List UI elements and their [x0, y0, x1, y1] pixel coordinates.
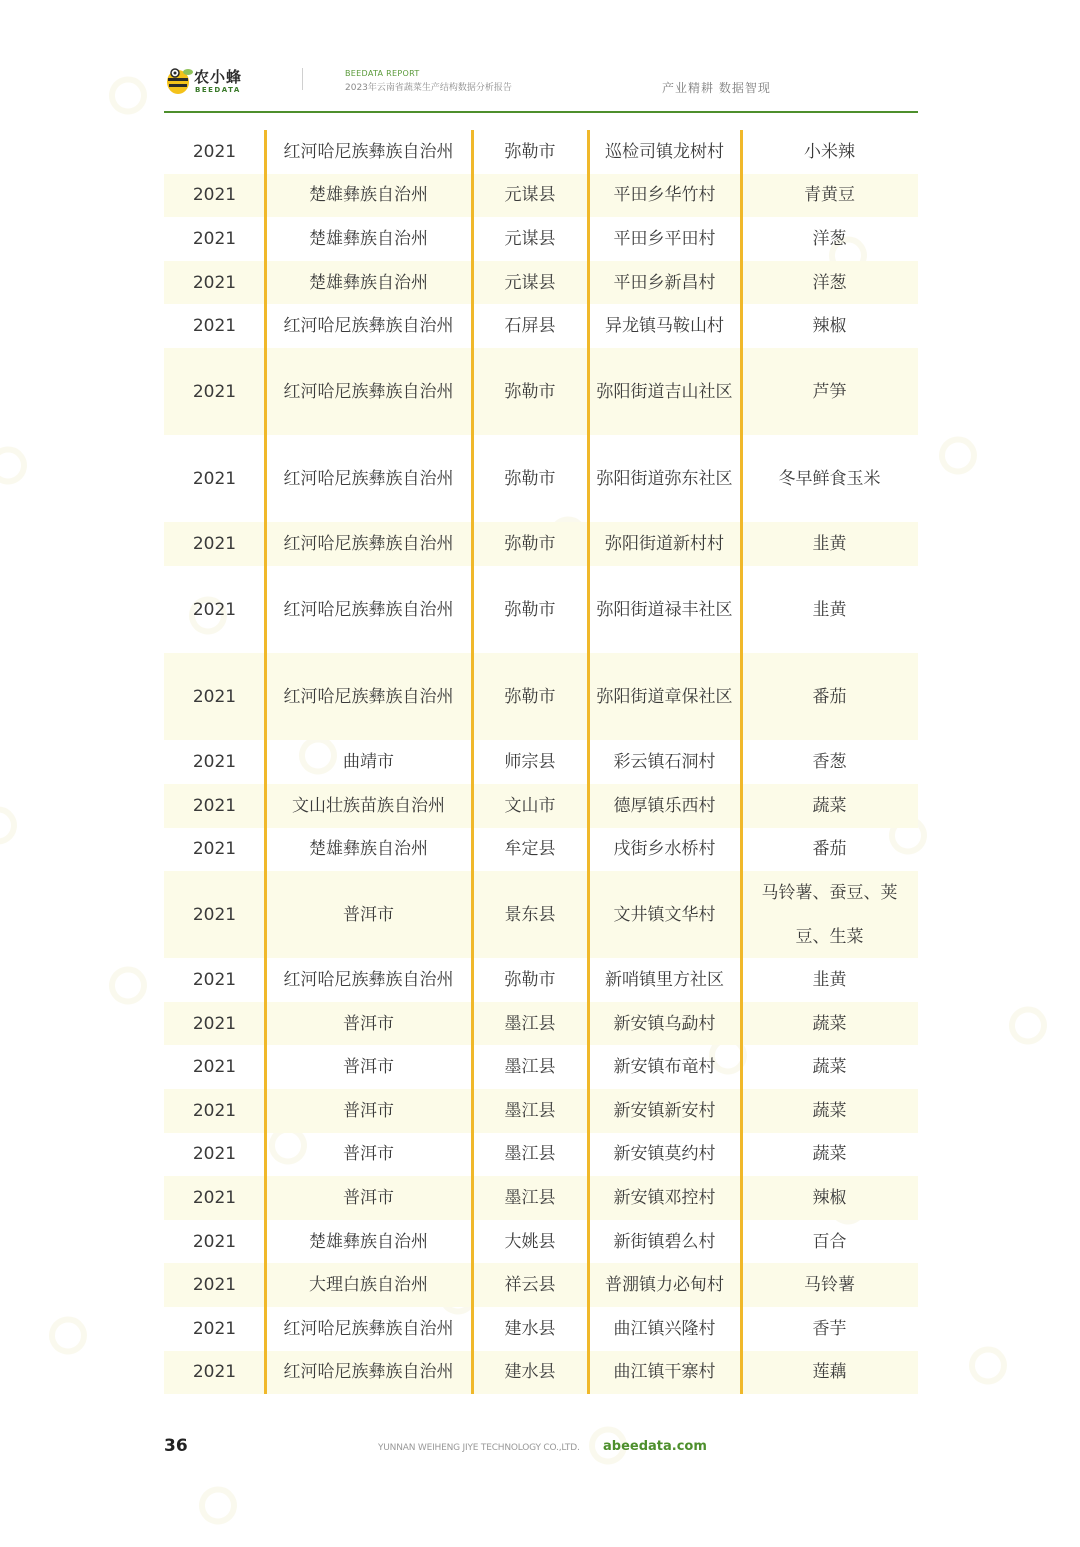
cell-year: 2021	[192, 381, 237, 402]
table-row	[164, 1351, 918, 1395]
table-row	[164, 174, 918, 218]
report-title: 2023年云南省蔬菜生产结构数据分析报告	[345, 83, 512, 93]
cell-prefecture: 楚雄彝族自治州	[309, 185, 428, 206]
cell-crop: 冬早鲜食玉米	[778, 468, 881, 489]
footer-url: abeedata.com	[603, 1439, 707, 1454]
cell-crop: 韭黄	[812, 534, 847, 555]
table-row	[164, 304, 918, 348]
table-row	[164, 348, 918, 435]
cell-village: 文井镇文华村	[613, 904, 716, 925]
table-row	[164, 1045, 918, 1089]
cell-village: 新街镇碧么村	[613, 1231, 716, 1252]
cell-crop: 香芋	[812, 1318, 847, 1339]
cell-year: 2021	[192, 316, 237, 337]
bee-icon	[164, 64, 194, 96]
cell-village: 平田乡平田村	[613, 228, 716, 249]
table-row	[164, 130, 918, 174]
table-row	[164, 871, 918, 958]
cell-year: 2021	[192, 141, 237, 162]
brand-logo	[164, 64, 254, 100]
cell-crop: 芦笋	[812, 381, 847, 402]
cell-year: 2021	[192, 839, 237, 860]
cell-year: 2021	[192, 1057, 237, 1078]
watermark-logo	[923, 353, 1080, 496]
cell-county: 弥勒市	[504, 381, 556, 402]
cell-county: 元谋县	[504, 185, 556, 206]
table-row	[164, 828, 918, 872]
cell-village: 异龙镇马鞍山村	[605, 316, 724, 337]
cell-county: 弥勒市	[504, 599, 556, 620]
cell-village: 新哨镇里方社区	[605, 970, 724, 991]
cell-village: 新安镇乌勐村	[613, 1013, 716, 1034]
cell-year: 2021	[192, 1144, 237, 1165]
cell-crop: 蔬菜	[812, 1100, 847, 1121]
cell-prefecture: 普洱市	[343, 1013, 394, 1034]
cell-county: 墨江县	[504, 1144, 556, 1165]
cell-year: 2021	[192, 1188, 237, 1209]
cell-year: 2021	[192, 1231, 237, 1252]
cell-village: 弥阳街道弥东社区	[596, 468, 733, 489]
cell-county: 弥勒市	[504, 970, 556, 991]
watermark-logo	[183, 1403, 346, 1546]
table-row	[164, 435, 918, 522]
cell-prefecture: 楚雄彝族自治州	[309, 839, 428, 860]
cell-prefecture: 文山壮族苗族自治州	[292, 795, 445, 816]
cell-prefecture: 普洱市	[343, 1057, 394, 1078]
data-table	[164, 130, 918, 1394]
cell-year: 2021	[192, 468, 237, 489]
cell-county: 墨江县	[504, 1013, 556, 1034]
cell-county: 建水县	[504, 1318, 556, 1339]
cell-county: 弥勒市	[504, 534, 556, 555]
header-rule	[164, 111, 918, 113]
cell-year: 2021	[192, 970, 237, 991]
cell-county: 建水县	[504, 1362, 556, 1383]
cell-prefecture: 楚雄彝族自治州	[309, 272, 428, 293]
cell-prefecture: 普洱市	[343, 1188, 394, 1209]
cell-prefecture: 楚雄彝族自治州	[309, 1231, 428, 1252]
cell-village: 弥阳街道禄丰社区	[596, 599, 733, 620]
cell-crop: 马铃薯、蚕豆、荚豆、生菜	[761, 882, 898, 947]
cell-village: 平田乡新昌村	[613, 272, 716, 293]
cell-village: 德厚镇乐西村	[613, 795, 716, 816]
cell-prefecture: 红河哈尼族彝族自治州	[283, 381, 454, 402]
header-divider	[302, 68, 303, 90]
cell-county: 祥云县	[504, 1275, 556, 1296]
cell-county: 牟定县	[504, 839, 556, 860]
cell-crop: 蔬菜	[812, 1144, 847, 1165]
cell-village: 巡检司镇龙树村	[605, 141, 724, 162]
table-row	[164, 1263, 918, 1307]
cell-year: 2021	[192, 599, 237, 620]
cell-county: 弥勒市	[504, 468, 556, 489]
cell-crop: 番茄	[812, 839, 847, 860]
cell-crop: 韭黄	[812, 599, 847, 620]
table-row	[164, 1307, 918, 1351]
cell-prefecture: 普洱市	[343, 904, 394, 925]
table-row	[164, 1133, 918, 1177]
cell-village: 平田乡华竹村	[613, 185, 716, 206]
cell-crop: 青黄豆	[804, 185, 855, 206]
cell-crop: 洋葱	[812, 272, 847, 293]
cell-village: 新安镇新安村	[613, 1100, 716, 1121]
cell-village: 弥阳街道新村村	[605, 534, 724, 555]
cell-village: 新安镇邓控村	[613, 1188, 716, 1209]
cell-prefecture: 普洱市	[343, 1144, 394, 1165]
column-rule	[587, 130, 590, 1394]
cell-prefecture: 普洱市	[343, 1100, 394, 1121]
cell-prefecture: 红河哈尼族彝族自治州	[283, 316, 454, 337]
cell-crop: 蔬菜	[812, 795, 847, 816]
cell-village: 新安镇布竜村	[613, 1057, 716, 1078]
cell-prefecture: 曲靖市	[343, 752, 394, 773]
report-label-en: BEEDATA REPORT	[345, 69, 420, 78]
brand-name-cn: 农小蜂	[194, 68, 243, 86]
cell-year: 2021	[192, 1275, 237, 1296]
cell-prefecture: 红河哈尼族彝族自治州	[283, 141, 454, 162]
cell-county: 墨江县	[504, 1100, 556, 1121]
cell-prefecture: 楚雄彝族自治州	[309, 228, 428, 249]
table-row	[164, 958, 918, 1002]
table-row	[164, 566, 918, 653]
cell-prefecture: 红河哈尼族彝族自治州	[283, 534, 454, 555]
table-row	[164, 217, 918, 261]
cell-prefecture: 红河哈尼族彝族自治州	[283, 686, 454, 707]
cell-crop: 蔬菜	[812, 1057, 847, 1078]
table-row	[164, 740, 918, 784]
cell-prefecture: 红河哈尼族彝族自治州	[283, 599, 454, 620]
cell-county: 元谋县	[504, 228, 556, 249]
cell-year: 2021	[192, 686, 237, 707]
cell-crop: 洋葱	[812, 228, 847, 249]
column-rule	[740, 130, 743, 1394]
cell-prefecture: 红河哈尼族彝族自治州	[283, 468, 454, 489]
cell-county: 文山市	[504, 795, 556, 816]
table-row	[164, 522, 918, 566]
cell-year: 2021	[192, 904, 237, 925]
cell-village: 曲江镇兴隆村	[613, 1318, 716, 1339]
column-rule	[471, 130, 474, 1394]
page-number: 36	[164, 1436, 188, 1456]
cell-prefecture: 红河哈尼族彝族自治州	[283, 970, 454, 991]
cell-crop: 辣椒	[812, 1188, 847, 1209]
cell-year: 2021	[192, 272, 237, 293]
cell-county: 墨江县	[504, 1188, 556, 1209]
cell-year: 2021	[192, 752, 237, 773]
cell-crop: 韭黄	[812, 970, 847, 991]
cell-county: 墨江县	[504, 1057, 556, 1078]
table-row	[164, 784, 918, 828]
cell-county: 元谋县	[504, 272, 556, 293]
cell-village: 彩云镇石洞村	[613, 752, 716, 773]
watermark-logo	[953, 1263, 1080, 1406]
page-header	[164, 60, 918, 114]
cell-year: 2021	[192, 1362, 237, 1383]
table-row	[164, 1002, 918, 1046]
cell-county: 师宗县	[504, 752, 556, 773]
cell-year: 2021	[192, 1318, 237, 1339]
cell-crop: 莲藕	[812, 1362, 847, 1383]
table-row	[164, 1089, 918, 1133]
header-slogan: 产业精耕 数据智现	[662, 81, 771, 95]
cell-crop: 辣椒	[812, 316, 847, 337]
cell-year: 2021	[192, 185, 237, 206]
cell-year: 2021	[192, 1013, 237, 1034]
cell-prefecture: 大理白族自治州	[309, 1275, 428, 1296]
cell-crop: 蔬菜	[812, 1013, 847, 1034]
table-row	[164, 1220, 918, 1264]
watermark-logo	[0, 363, 137, 506]
cell-prefecture: 红河哈尼族彝族自治州	[283, 1318, 454, 1339]
table-row	[164, 653, 918, 740]
cell-crop: 香葱	[812, 752, 847, 773]
table-row	[164, 261, 918, 305]
cell-crop: 马铃薯	[804, 1275, 855, 1296]
cell-county: 大姚县	[504, 1231, 556, 1252]
cell-year: 2021	[192, 534, 237, 555]
cell-county: 景东县	[504, 904, 556, 925]
cell-village: 戌街乡水桥村	[613, 839, 716, 860]
cell-year: 2021	[192, 795, 237, 816]
cell-year: 2021	[192, 228, 237, 249]
cell-village: 弥阳街道章保社区	[596, 686, 733, 707]
cell-village: 新安镇莫约村	[613, 1144, 716, 1165]
cell-village: 曲江镇干寨村	[613, 1362, 716, 1383]
watermark-logo	[0, 723, 127, 866]
cell-crop: 百合	[812, 1231, 847, 1252]
table-row	[164, 1176, 918, 1220]
brand-name-en: BEEDATA	[195, 86, 241, 94]
watermark-logo	[993, 923, 1080, 1066]
footer-company: YUNNAN WEIHENG JIYE TECHNOLOGY CO.,LTD.	[378, 1443, 580, 1453]
cell-village: 普淜镇力必甸村	[605, 1275, 724, 1296]
cell-county: 弥勒市	[504, 141, 556, 162]
column-rule	[264, 130, 267, 1394]
cell-crop: 番茄	[812, 686, 847, 707]
cell-village: 弥阳街道吉山社区	[596, 381, 733, 402]
cell-county: 弥勒市	[504, 686, 556, 707]
cell-year: 2021	[192, 1100, 237, 1121]
cell-crop: 小米辣	[804, 141, 855, 162]
cell-prefecture: 红河哈尼族彝族自治州	[283, 1362, 454, 1383]
cell-county: 石屏县	[504, 316, 556, 337]
